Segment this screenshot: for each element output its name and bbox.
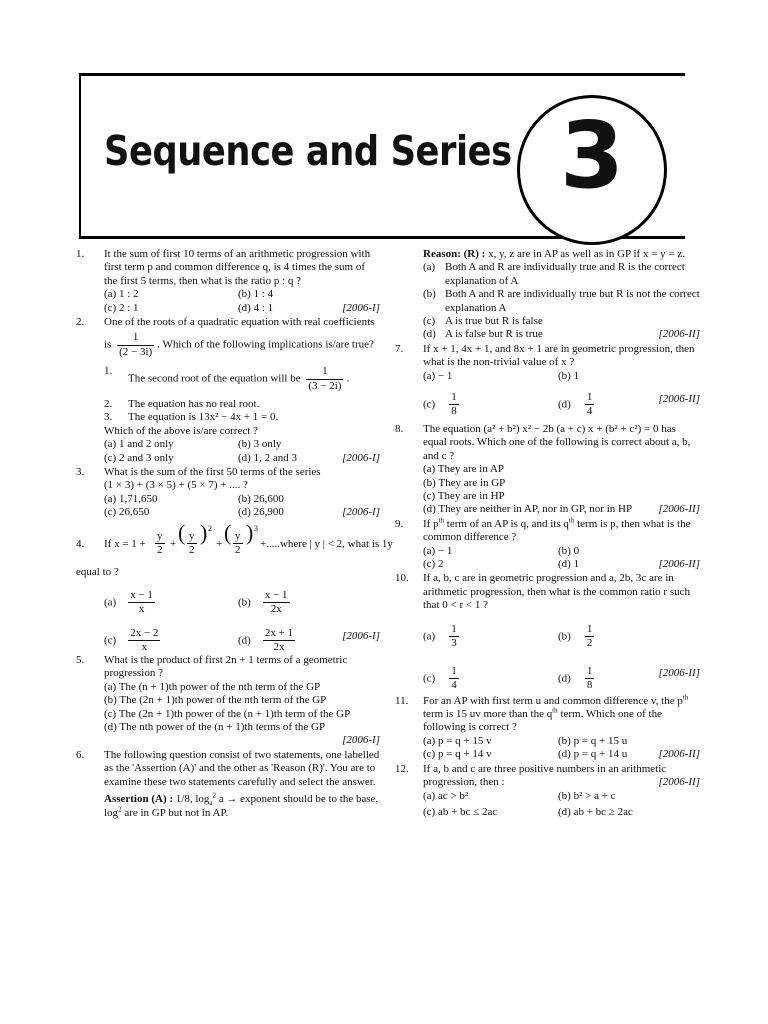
- chapter-title: Sequence and Series: [104, 127, 512, 175]
- question-11: [395, 695, 700, 762]
- exam-year: [2006-II]: [658, 503, 700, 516]
- option-a: (a) − 1: [423, 544, 453, 557]
- question-text: One of the roots of a quadratic equation with real coefficients: [104, 316, 375, 328]
- root-fraction: $\frac{1}{(2 - 3i)}$: [119, 331, 153, 358]
- option-d: (d) They are neither in AP, nor in GP, nor in HP: [423, 503, 633, 516]
- option-b: (b) They are in GP: [423, 476, 506, 489]
- question-number: 8.: [395, 423, 404, 436]
- question-number: 7.: [395, 342, 404, 355]
- question-number: 1.: [76, 248, 85, 260]
- option-b: (b) b² > a + c: [558, 789, 616, 802]
- option-a: (a) ac > b²: [423, 789, 469, 802]
- option-c: (c) ab + bc ≤ 2ac: [423, 805, 498, 818]
- second-root-fraction: $\frac{1}{(3 - 2i)}$: [308, 365, 342, 392]
- question-6: [76, 749, 380, 820]
- question-number: 5.: [76, 654, 85, 667]
- option-b: (b) The (2n + 1)th power of the nth term of the GP: [104, 694, 327, 707]
- option-a: (a) 1,71,650: [104, 492, 158, 505]
- question-number: 3.: [76, 466, 85, 479]
- statement-2: 2. The equation has no real root.: [104, 398, 260, 411]
- option-b: (b) 1: [558, 369, 580, 382]
- question-5: [76, 654, 380, 748]
- chapter-number-circle: [517, 95, 667, 245]
- question-9: [395, 518, 700, 572]
- option-d: (d) $\frac{1}{4}$: [558, 391, 593, 418]
- question-text: What is the product of first 2n + 1 terms of a geometric progression ?: [104, 654, 348, 680]
- question-number: 4.: [76, 537, 85, 550]
- question-6-continued: [395, 248, 700, 342]
- option-c: (c) $\frac{2x - 2}{x}$: [104, 627, 159, 654]
- option-b: (b) p = q + 15 u: [558, 734, 628, 747]
- option-c: (c) $\frac{1}{8}$: [423, 391, 457, 418]
- series-formula: If x = 1 + $\frac{y}{2}$ + ( $\frac{y}{2}$ ) 2 + ( $\frac{y}{2}$ ) 3 +.....where | y | < 2, what is 1y: [104, 519, 393, 557]
- question-text-cont: . Which of the following implications is/are true?: [157, 338, 374, 351]
- option-c: (c) They are in HP: [423, 490, 505, 503]
- exam-year: [2006-I]: [342, 630, 380, 643]
- question-text: If a, b and c are three positive numbers in an arithmetic progression, then :: [423, 762, 667, 789]
- question-number: 11.: [395, 694, 409, 707]
- option-a: (a) Both A and R are individually true and R is the correct explanation of A: [423, 261, 685, 287]
- question-4: [76, 519, 393, 654]
- option-b: (b) $\frac{1}{2}$: [558, 622, 593, 650]
- question-text: What is the sum of the first 50 terms of the series: [104, 466, 321, 479]
- reason: Reason: (R) : x, y, z are in AP as well as in GP if x = y = z.: [423, 248, 686, 260]
- question-number: 2.: [76, 316, 85, 328]
- option-a: (a) The (n + 1)th power of the nth term of the GP: [104, 680, 321, 693]
- option-d: (d) A is false but R is true [2006-II]: [423, 328, 700, 341]
- question-7: [395, 343, 700, 417]
- option-c: (c) 2 : 1: [104, 301, 139, 314]
- statement-3: 3. The equation is 13x² − 4x + 1 = 0.: [104, 411, 279, 424]
- assertion: Assertion (A) : 1/8, $\log_a^2 a$ → exponent should be to the base, $\log^2$ are in GP but not in AP.: [104, 791, 379, 819]
- option-d: (d) The nth power of the (n + 1)th terms of the GP: [104, 721, 326, 734]
- option-d: (d) p = q + 14 u: [558, 748, 628, 761]
- question-8: [395, 423, 700, 517]
- right-column: [395, 248, 700, 820]
- option-a: (a) $\frac{x - 1}{x}$: [104, 589, 153, 616]
- question-text: equal to ?: [76, 565, 119, 578]
- question-ask: Which of the above is/are correct ?: [104, 424, 258, 437]
- option-a: (a) 1 and 2 only: [104, 438, 174, 451]
- exam-year: [2006-II]: [658, 328, 700, 341]
- question-10: [395, 572, 700, 690]
- option-c: (c) 26,650: [104, 506, 150, 519]
- option-b: (b) $\frac{x - 1}{2x}$: [238, 589, 288, 616]
- question-text: If a, b, c are in geometric progression and a, 2b, 3c are in arithmetic progression, then what is the common ratio r such that 0 < r < 1 ?: [423, 572, 690, 612]
- exam-year: [2006-II]: [658, 748, 700, 761]
- question-3: [76, 466, 380, 520]
- option-c: (c) The (2n + 1)th power of the (n + 1)th term of the GP: [104, 707, 351, 720]
- option-d: (d) $\frac{1}{8}$: [558, 664, 593, 692]
- question-text: If $p^{th}$ term of an AP is q, and its $q^{th}$ term is p, then what is the common difference ?: [423, 516, 691, 544]
- option-b: (b) 0: [558, 544, 580, 557]
- chapter-number: 3: [559, 102, 624, 209]
- option-c: (c) A is true but R is false: [423, 315, 543, 328]
- option-a: (a) They are in AP: [423, 463, 505, 476]
- question-text: The equation (a² + b²) x² − 2b (a + c) x + (b² + c²) = 0 has equal roots. Which one of the following is correct about a, b, and c ?: [423, 423, 691, 462]
- exam-year: [2006-II]: [658, 393, 700, 406]
- option-d: (d) 1, 2 and 3: [238, 451, 297, 464]
- option-b: (b) 26,600: [238, 492, 284, 505]
- series-expression: (1 × 3) + (3 × 5) + (5 × 7) + .... ?: [104, 479, 248, 492]
- option-c: (c) p = q + 14 v: [423, 748, 492, 761]
- option-b: (b) 1 : 4: [238, 288, 274, 301]
- question-text: For an AP with first term u and common difference v, the $p^{th}$ term is 15 uv more than the $q^{th}$ term. Which one of the following is correct ?: [423, 693, 689, 734]
- exam-year: [2006-I]: [342, 451, 380, 464]
- option-d: (d) ab + bc ≥ 2ac: [558, 805, 633, 818]
- question-1: [76, 248, 380, 315]
- question-number: 9.: [395, 517, 404, 530]
- option-c: (c) 2 and 3 only: [104, 451, 174, 464]
- question-text: If x + 1, 4x + 1, and 8x + 1 are in geometric progression, then what is the non-trivial value of x ?: [423, 342, 695, 369]
- option-d: (d) 1: [558, 558, 580, 571]
- exam-year: [2006-I]: [342, 506, 380, 519]
- option-b: (b) Both A and R are individually true but R is not the correct explanation A: [423, 288, 700, 314]
- question-text-is: is: [104, 338, 112, 351]
- option-a: (a) − 1: [423, 369, 453, 382]
- question-text: It the sum of first 10 terms of an arithmetic progression with first term p and common difference q, is 4 times the sum of the first 5 terms, then what is the ratio p : q ?: [104, 248, 371, 287]
- question-number: 6.: [76, 748, 85, 761]
- question-text: The following question consist of two statements, one labelled as the 'Assertion (A)' and the other as 'Reason (R)'. You are to examine these two statements carefully and select the answer.: [104, 748, 380, 788]
- question-2: [76, 316, 380, 465]
- option-a: (a) p = q + 15 v: [423, 734, 492, 747]
- option-c: (c) $\frac{1}{4}$: [423, 664, 457, 692]
- option-b: (b) 3 only: [238, 438, 282, 451]
- option-a: (a) 1 : 2: [104, 288, 139, 301]
- question-number: 12.: [395, 762, 409, 775]
- exam-year: [2006-II]: [658, 776, 700, 789]
- left-column: [76, 248, 393, 821]
- exam-year: [2006-II]: [658, 558, 700, 571]
- question-12: [395, 763, 700, 820]
- exam-year: [2006-II]: [658, 666, 700, 679]
- statement-1: 1. The second root of the equation will be $\frac{1}{(3 - 2i)}$ .: [104, 365, 350, 392]
- option-d: (d) 4 : 1: [238, 301, 274, 314]
- question-number: 10.: [395, 572, 409, 585]
- option-d: (d) $\frac{2x + 1}{2x}$: [238, 627, 294, 654]
- option-a: (a) $\frac{1}{3}$: [423, 622, 457, 650]
- option-c: (c) 2: [423, 558, 444, 571]
- option-d: (d) 26,900: [238, 506, 284, 519]
- exam-year: [2006-I]: [342, 301, 380, 314]
- exam-year: [2006-I]: [342, 734, 380, 747]
